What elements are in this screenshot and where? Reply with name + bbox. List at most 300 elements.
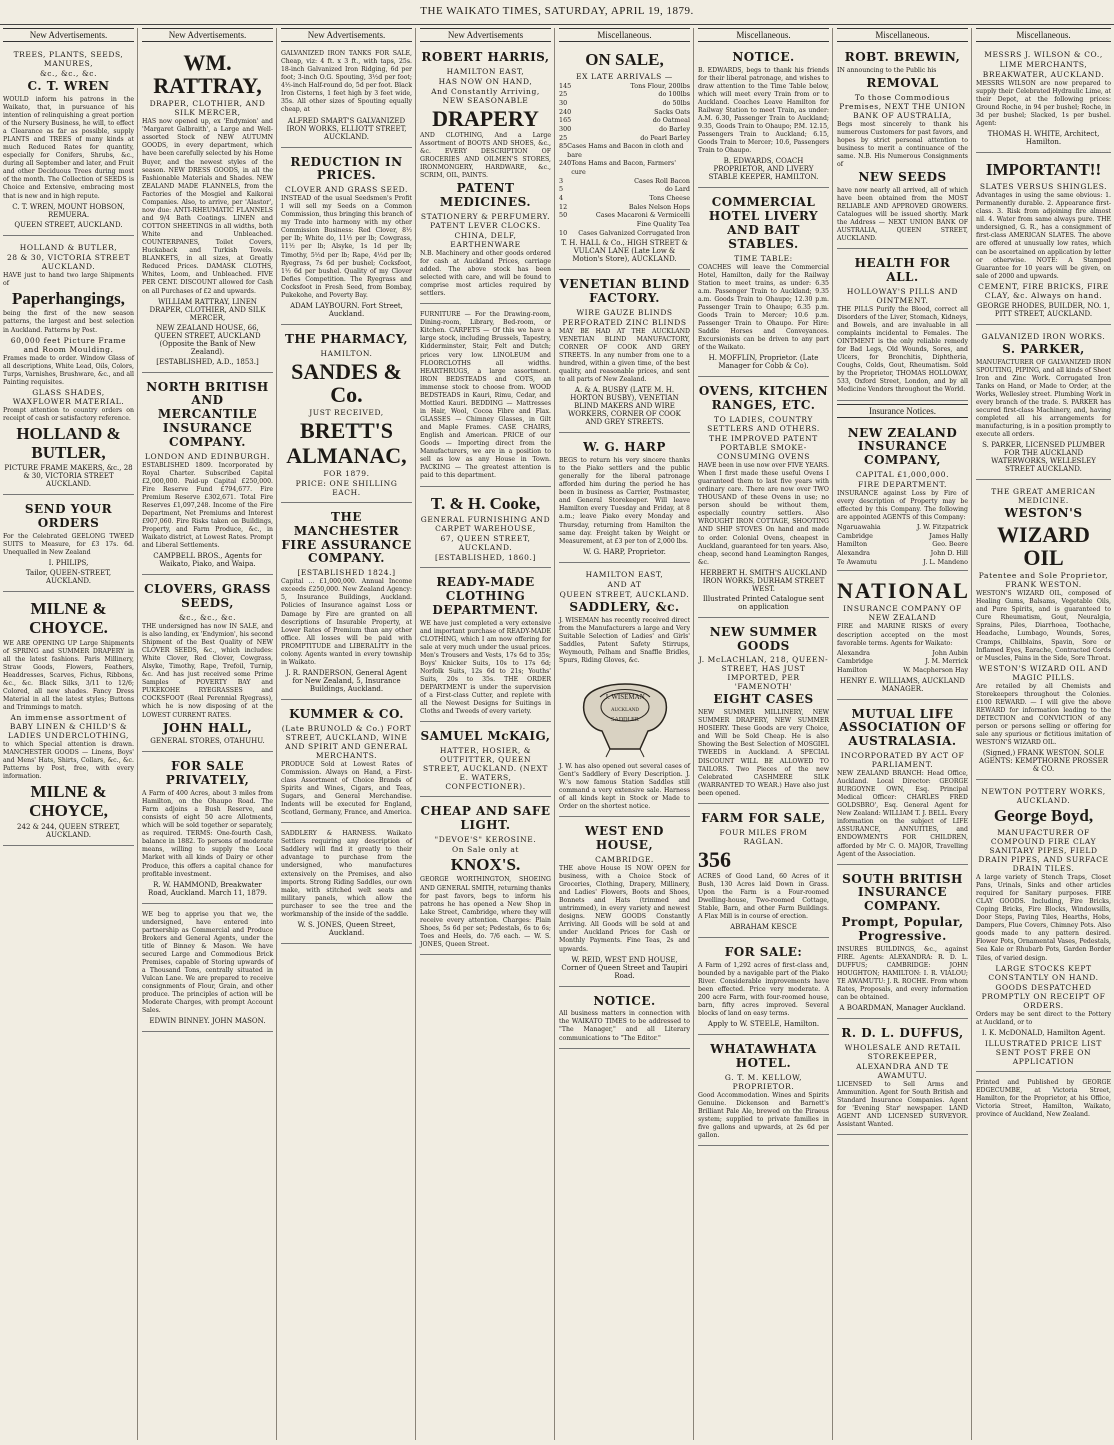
list-item-right: Fine Quality Tea: [636, 219, 690, 228]
ad-title: GALVANIZED IRON WORKS.: [981, 331, 1106, 341]
list-item-left: 10: [559, 228, 568, 237]
ad-big2: MILNE & CHOYCE,: [29, 782, 108, 821]
ad-sub: [ESTABLISHED 1824.]: [297, 568, 396, 578]
list-item: [559, 177, 690, 186]
ad-sig: HENRY E. WILLIAMS, AUCKLAND MANAGER.: [839, 676, 966, 693]
ad-body: Advantages in using the same obvious: 1. Permanently durable. 2. Appearance first-class. 3. Risk from adjoining fire almost nil. 4. Water from same always pure. THE undersigned, G. R., has a consignment of first-class AMERICAN SLATES. The above are offered at unusually low rates, which can be ascertained on application by letter or otherwise. NOTE: A Stamped Guarantee for 10 years will be given, on sale of 2000 and upwards.: [976, 192, 1111, 280]
ad-sig: GEORGE RHODES, BUILDER, NO. 1, PITT STREET, AUCKLAND.: [977, 301, 1110, 318]
list-item-right: do Lard: [664, 185, 690, 194]
ad-sig: PICTURE FRAME MAKERS, &c., 28 & 30, VICTORIA STREET AUCKLAND.: [4, 464, 133, 489]
ad-for-sale-privately: [142, 755, 273, 903]
ad-sub: "DEVOE'S" KEROSINE.: [434, 834, 537, 844]
ad-body2: N.B. Machinery and other goods ordered for cash at Auckland Prices, carriage added. The above stock has been selected with care, and will be found to comprise most articles required by settlers.: [420, 249, 551, 298]
ad-body: GEORGE WORTHINGTON, SHOEING AND GENERAL SMITH, returning thanks for past favors, begs to inform his patrons he has opened a New Shop in Lake Street, Cambridge, where they will receive every attention. Charges: Plain Shoes, 5s 6d per set; Pedestals, 6s to 6s; Toes and Heels, do. 7/6 each. — W. S. JONES, Queen Street.: [420, 876, 551, 948]
ad-sub: CLOVER AND GRASS SEED.: [284, 185, 409, 195]
ad-body2: being the first of the new season patterns, the largest and best selection in Auckland. Patterns by Post.: [3, 310, 134, 334]
ad-commercial-hotel: [698, 191, 829, 377]
ad-body: INSURES BUILDINGS, &c., against FIRE. Agents: ALEXANDRA: R. D. L. DUFFUS; CAMBRIDGE: JOHN HOUGHTON; HAMILTON: I. R. VIALOU; TE AWAMUTU: J. R. ROCHE. From whom Rates, Proposals, and every information can be obtained.: [837, 945, 968, 1002]
ad-title: R. D. L. DUFFUS,: [841, 1026, 964, 1041]
list-item-right: Sacks Oats: [654, 107, 690, 116]
ad-title: KUMMER & CO.: [289, 706, 404, 721]
ad-sub: FOUR MILES FROM RAGLAN.: [719, 827, 808, 846]
list-item: [559, 108, 690, 117]
ad-venetian-blinds: [559, 273, 690, 433]
agents-list: [837, 523, 968, 566]
ad-harp: [559, 436, 690, 562]
ad-sub: LIME MERCHANTS,: [999, 60, 1088, 69]
ad-brewin: [837, 46, 968, 249]
list-item: [837, 540, 968, 549]
ad-sig: 242 & 244, QUEEN STREET, AUCKLAND.: [17, 822, 120, 839]
ad-title: WHATAWHATA HOTEL.: [710, 1042, 817, 1071]
list-item: [559, 125, 690, 134]
column-header: Miscellaneous.: [837, 28, 968, 42]
ad-farm-raglan: [698, 807, 829, 938]
ad-title: CHEAP AND SAFE LIGHT.: [420, 804, 551, 832]
ad-north-british: [142, 376, 273, 576]
list-item: [837, 657, 968, 666]
list-item-right: do 50lbs: [662, 98, 690, 107]
column-header: New Advertisements.: [3, 28, 134, 42]
list-item-right: Cases Macaroni & Vermicelli: [595, 211, 690, 220]
ad-body: INSTEAD of the usual Seedsmen's Profit I will sell my Seeds on a Common Commission, thus bringing this branch of my Trade into harmony with my other Commission Business: Red Clover, 8½ per lb; White do, 11½ per lb; Cowgrass, 11½ per lb; Alsyke, 1s 1d per lb; Timothy, 5½d per lb; Rape, 4½d per lb; Ryegrass, 7s 6d per bushel; Cocksfoot, 1½ 6d per bushel. Quality of my Clover Defies Competition. The Ryegrass and Cocksfoot in Fresh Seed, from Bombay, Pukekohe, and Poverty Bay.: [281, 195, 412, 299]
list-item-right: J. W. Fitzpatrick: [916, 523, 968, 532]
list-item-left: 50: [559, 211, 568, 220]
list-item-right: Cases Galvanized Corrugated Iron: [578, 228, 690, 237]
ad-big: Paperhangings,: [12, 288, 125, 308]
ad-big2: HOLLAND & BUTLER,: [16, 423, 121, 462]
ad-title: THE GREAT AMERICAN MEDICINE.: [991, 487, 1096, 506]
ad-body: SADDLERY & HARNESS. Waikato Settlers requiring any description of Saddlery will find it greatly to their advantage to purchase from the undersigned, who manufactures extensively on the Premises, and also imports. Strong Riding Saddles, our own make, with stitched welt seats and military panels, which allow the purchaser to see the tree and the workmanship of the inside of the saddle.: [281, 830, 412, 918]
ad-sub: EX LATE ARRIVALS —: [576, 71, 673, 81]
ad-sub2: FIRE DEPARTMENT.: [857, 479, 948, 489]
ad-big: SADDLERY, &c.: [569, 599, 680, 614]
ad-sub2: To those Commodious Premises, NEXT THE UNION BANK OF AUSTRALIA,: [839, 92, 966, 120]
ad-title: FOR SALE:: [724, 945, 803, 960]
list-item: [837, 558, 968, 567]
list-item-right: J. M. Merrick: [925, 657, 968, 666]
ad-body: ESTABLISHED 1809. Incorporated by Royal Charter. Subscribed Capital £2,000,000. Paid-up Capital £250,000. Fire Reserve Fund £794,677. Fire Premium Reserve £302,671. Total Fire Reserves £1,097,248. Income of the Fire Department, Net Premiums and Interest £907,060. Fire Risks taken on Buildings, Property, and Farm Produce, &c., in Waikato district, at Lowest Rates. Prompt and Liberal Settlements.: [142, 461, 274, 550]
ad-sig: ALFRED SMART'S GALVANIZED IRON WORKS, ELLIOTT STREET, AUCKLAND.: [286, 116, 407, 141]
ad-body: J. WISEMAN has recently received direct from the Manufacturers a large and Very Suitable Selection of Ladies' and Girls' Saddles, Patent Safety Stirrups, Weymouth, Pelham and Snaffle Bridles, Spurs, Riding Gloves, &c.: [559, 616, 690, 664]
ad-title: ROBT. BREWIN,: [844, 50, 961, 64]
ad-cooke: [420, 490, 551, 569]
ad-sub: An immense assortment of BABY LINEN & CHILD'S & LADIES UNDERCLOTHING,: [7, 713, 130, 741]
ad-sig2: Illustrated Printed Catalogue sent on application: [702, 594, 825, 611]
ad-ovens: [698, 380, 829, 617]
ad-sig: THOMAS H. WHITE, Architect, Hamilton.: [987, 130, 1100, 147]
list-item: [559, 220, 690, 229]
ad-duffus: [837, 1022, 968, 1135]
ad-body4: Prompt attention to country orders on receipt of cash or satisfactory reference.: [3, 406, 134, 422]
ad-body2: J. W. has also opened out several cases of Gent's Saddlery of Every Description. J. W.'s now famous Station Saddles still command a very extensive sale. Harness of all kinds kept in Stock or Made to Order on the shortest notice.: [559, 762, 690, 811]
ad-title: COMMERCIAL HOTEL LIVERY AND BAIT STABLES.: [708, 195, 819, 251]
ad-title2: C. T. WREN: [27, 79, 110, 93]
list-item-left: 165: [559, 116, 572, 125]
ad-big: 356: [698, 846, 731, 872]
ad-title: THE MANCHESTER FIRE ASSURANCE COMPANY.: [281, 510, 412, 566]
saddle-text-top: J. WISEMAN: [604, 692, 645, 701]
list-item-left: 240: [559, 107, 572, 116]
ad-sub: &c., &c., &c.: [178, 612, 237, 622]
list-item-left: Hamilton: [837, 665, 868, 674]
ad-sub: &c., &c., &c.: [39, 69, 98, 78]
ad-sig3: [ESTABLISHED, A.D., 1853.]: [156, 357, 259, 366]
ad-body: WE ARE OPENING UP Large Shipments of SPRING and SUMMER DRAPERY in all the latest fashions. Paris Millinery, Straw Goods, Flowers, Feathers, Headdresses, Scarves, Fichus, Ribbons, &c., &c. Black Silks, 3/11 to 12/6; Colored, all new shades. Fancy Dress Material in all the latest styles; Buttons and Trimmings to match.: [3, 639, 134, 712]
ad-sub: INCORPORATED BY ACT OF PARLIAMENT.: [840, 750, 965, 769]
ad-title: NEW ZEALAND INSURANCE COMPANY,: [847, 425, 958, 468]
ad-sub: CAMBRIDGE.: [595, 854, 654, 864]
ad-on-sale: [559, 46, 690, 270]
list-item: [837, 666, 968, 675]
ad-body3: Frames made to order. Window Glass of all descriptions, White Lead, Oils, Colors, Turps, Varnishes, Brushware, &c., and all Painting requisites.: [3, 354, 134, 386]
ad-sub2: HAS NOW ON HAND,: [438, 76, 533, 86]
list-item-left: Ngaruawahia: [837, 523, 881, 532]
column-header: New Advertisements: [420, 28, 551, 42]
ad-sig: EDWIN BINNEY. JOHN MASON.: [149, 1017, 266, 1026]
ad-sub: WESTON'S: [1004, 506, 1083, 521]
ad-body: NEW SUMMER MILLINERY, NEW SUMMER DRAPERY, NEW SUMMER HOSIERY. These Goods are very Choice, and Will be Sold Cheap. He is also Showing the Best Selection of MOSGIEL TWEEDS in Auckland. A SPECIAL DISCOUNT WILL BE ALLOWED TO TAILORS. Two Pieces of the new Celebrated CASHMERE SILK (WARRANTED TO WEAR.) Have also just been opened.: [698, 709, 829, 797]
list-item-right: Tons Flour, 200lbs: [630, 81, 690, 90]
ad-body: IN announcing to the Public his: [837, 66, 937, 74]
ad-sub: AND AT: [607, 579, 642, 589]
list-item: [559, 211, 690, 220]
ad-sub: HAMILTON EAST,: [446, 66, 525, 76]
ad-body: MANUFACTURER OF GALVANIZED IRON SPOUTING, PIPING, and all kinds of Sheet Iron and Zinc Work. Corrugated Iron Tanks on Hand, or Made to Order, at the Works, Wellesley street. Plumbing Work in every branch of the trade. S. PARKER has secured first-class Machinery, and, having completed all his arrangements for manufacturing, is in a position promptly to execute all orders.: [976, 358, 1111, 439]
ad-mclachlan: [698, 621, 829, 804]
ad-sig2: GENERAL STORES, OTAHUHU.: [150, 737, 265, 746]
column-header: New Advertisements.: [142, 28, 273, 42]
ad-saddlery-harness: [281, 826, 412, 944]
list-item-right: W. Macpherson Hay: [903, 665, 968, 674]
list-item: [837, 523, 968, 532]
ad-body: BEGS to return his very sincere thanks to the Piako settlers and the public generally for the liberal patronage afforded him during the period he has been in business as Carrier, Postmaster, and General Storekeeper. Will leave Hamilton every Tuesday and Friday, at 8 a.m.; leave Piako every Monday and Thursday, returning from Hamilton the same day. Freight taken by Weight or Measurement, at £3 per ton of 2,000 lbs.: [559, 457, 690, 545]
list-item: [559, 185, 690, 194]
ad-sub3: NEW SEEDS: [858, 170, 947, 185]
list-item: [559, 194, 690, 203]
ad-body: MESSRS WILSON are now prepared to supply their Celebrated Hydraulic Lime, at their Depot, at the following prices: Ground Roche, in 94 per bushel; Roche, in 3d per bushel; Slacked, 1s per bushel. Agent:: [976, 80, 1111, 128]
ad-title: NOTICE.: [593, 993, 656, 1008]
list-item-right: John Aubin: [932, 648, 968, 657]
ad-body3: have now nearly all arrived, all of which have been obtained from the MOST RELIABLE AND APPROVED GROWERS. Catalogues will be issued shortly. Mark the Address — NEXT UNION BANK OF AUSTRALIA, QUEEN STREET, AUCKLAND.: [837, 186, 968, 243]
ad-sub: DRAPER, CLOTHIER, AND SILK MERCER,: [149, 99, 266, 118]
ad-body: Capital ... £1,000,000. Annual Income exceeds £250,000. New Zealand Agency: 5, Insurance Buildings, Auckland. Policies of Insurance against Loss or Damage by Fire are granted on all descriptions of Insurable Property, at Lower Rates of Premium than any other office. All losses will be paid with PROMPTITUDE and LIBERALITY in the colony. Agents wanted in every township in Waikato.: [281, 578, 412, 666]
list-item-left: 12: [559, 202, 568, 211]
ad-sub: HAMILTON.: [320, 348, 373, 358]
ad-sub: WHOLESALE AND RETAIL STOREKEEPER,: [844, 1042, 961, 1061]
saddle-text-mid: AUCKLAND: [610, 707, 639, 713]
ad-wilson-lime: [976, 46, 1111, 153]
ad-body2: Begs most sincerely to thank his numerous Customers for past favors, and hopes by strict personal attention to business to merit a continuance of the same. N.B. His Numerous Consignments of: [837, 120, 968, 168]
column-header: Miscellaneous.: [559, 28, 690, 42]
ad-body: INSURANCE against Loss by Fire of every description of Property may be effected by this Company. The following are appointed AGENTS of this Company:: [837, 489, 968, 522]
list-item-right: Cases Hams and Bacon in cloth and bare: [567, 142, 684, 159]
ad-sig: I. K. McDONALD, Hamilton Agent.: [981, 1028, 1106, 1037]
ad-sig: WILLIAM RATTRAY, LINEN DRAPER, CLOTHIER, AND SILK MERCER,: [149, 297, 266, 322]
list-item-left: Hamilton: [837, 540, 868, 549]
ad-body: MAY BE HAD AT THE AUCKLAND VENETIAN BLIND MANUFACTORY, CORNER OF COOK AND GREY STREETS. In any number from one to a hundred, within a given time, of the best quality, and reasonable prices, and sent to all parts of New Zealand.: [559, 327, 690, 384]
list-item-right: Tons Cheese: [649, 194, 690, 203]
ad-sub: WIRE GAUZE BLINDS: [576, 307, 673, 317]
ad-sig: (Signed,) FRANK WESTON. SOLE AGENTS: KEMPTHORNE PROSSER & CO.: [979, 749, 1108, 774]
ad-sub4: PATENT MEDICINES.: [439, 181, 532, 210]
masthead: [0, 0, 1114, 25]
ad-body: NEW ZEALAND BRANCH: Head Office, Auckland. Local Director: GEORGE BURGOYNE OWN, Esq. Principal Medical Officer: CHARLES FRED GOLDSBRO', Esq. General Agent for New Zealand: WILLIAM T. J. BELL. Every information on the subject of LIFE ASSURANCE, ANNUITIES, and ENDOWMENTS FOR CHILDREN, afforded by Mr C. O. MAJOR, Travelling Agent of the Association.: [837, 769, 968, 858]
ad-body: FIRE and MARINE RISKS of every description accepted on the most favorable terms. Agents for Waikato:: [837, 623, 968, 647]
list-item-left: 240: [559, 159, 572, 168]
ad-sub: Prompt, Popular, Progressive.: [841, 915, 964, 943]
ad-west-end-house: [559, 820, 690, 986]
ad-body: HAVE just to hand two large Shipments of: [3, 271, 134, 287]
column-5: [556, 28, 694, 1440]
ad-notice-manager: [559, 990, 690, 1049]
ad-body: For the Celebrated GEELONG TWEED SUITS to Measure, for £3 17s. 6d. Unequalled in New Zealand: [3, 532, 134, 557]
ad-body: WE have just completed a very extensive and important purchase of READY-MADE CLOTHING, which I am now offering for sale at very much under the usual prices. Men's Trousers and Vests, 17s 6d to 35s; Boys' Knicker Suits, 10s to 17s 6d; Norfolk Suits, 12s 6d to 21s; Youths' Suits, 20s to 35s. THE ORDER DEPARTMENT is under the supervision of a First-class Cutter, and replete with all the Newest Designs for Suitings in Cloths and Tweeds of every variety.: [420, 619, 551, 716]
ad-rattray: [142, 46, 273, 373]
ad-title: HAMILTON EAST,: [585, 569, 664, 579]
list-item-left: Te Awamutu: [837, 557, 878, 566]
ad-clovers: [142, 578, 273, 752]
ad-newton-pottery: [976, 783, 1111, 1072]
list-item-right: Bales Nelson Hops: [628, 202, 690, 211]
ad-pharmacy: [281, 328, 412, 503]
ad-body: COACHES will leave the Commercial Hotel, Hamilton, daily for the Railway Station to meet trains, as under: 6.35 a.m. Passenger Train to Auckland; 9.35 a.m. Goods Train to Ohaupo; 12.30 p.m. Passenger Train to Ohaupo; 6.35 p.m. Goods Train to Mercer; 10.6 p.m. Passenger Train to Ohaupo. For Hire: Saddle Horses and Conveyances. Excursionists can be driven to any part of the Waikato.: [698, 263, 829, 352]
ad-sub: S. PARKER,: [1002, 341, 1085, 356]
ad-body: THE above House IS NOW OPEN for business, with a Choice Stock of Groceries, Clothing, Drapery, Millinery, and Ladies' Flowers, Boots and Shoes, Bonnets and Hats (trimmed and untrimmed), in every variety and newest designs. NEW GOODS Constantly Arriving. All Goods will be sold at and under Auckland Prices for Cash or Monthly Payments. Fine Teas, 2s and upwards.: [559, 864, 690, 953]
ad-sig: A. & A. BUSBY (LATE M. H. HORTON BUSBY), VENETIAN BLIND MAKERS AND WIRE WORKERS, CORNER OF COOK AND GREY STREETS.: [568, 386, 681, 427]
ad-sub2: QUEEN STREET, AUCKLAND.: [559, 589, 690, 599]
ad-title: W. G. HARP: [583, 440, 666, 455]
column-6: [695, 28, 833, 1440]
ad-title: NOTICE.: [732, 50, 795, 64]
list-item: [837, 532, 968, 541]
ad-big2: BRETT'S: [300, 417, 393, 443]
list-item-right: Geo. Beere: [932, 540, 968, 549]
list-item-left: 25: [559, 133, 568, 142]
list-item-right: John D. Hill: [930, 549, 968, 558]
column-7: [834, 28, 972, 1440]
ad-body2: Orders may be sent direct to the Pottery at Auckland, or to: [976, 1010, 1111, 1026]
list-item-right: Cases Roll Bacon: [634, 176, 690, 185]
ad-title: MESSRS J. WILSON & CO.,: [984, 50, 1103, 59]
list-item: [559, 134, 690, 143]
list-item: [837, 649, 968, 658]
ad-sig2: NEW ZEALAND HOUSE, 66, QUEEN STREET, AUCKLAND (Opposite the Bank of New Zealand).: [154, 323, 261, 356]
ad-manchester-fire: [281, 506, 412, 700]
ad-nz-insurance: [837, 422, 968, 572]
ad-sig2: QUEEN STREET, AUCKLAND.: [14, 220, 123, 229]
ad-holloway: [837, 252, 968, 400]
list-item-left: 3: [559, 176, 564, 185]
ad-sub: INSURANCE COMPANY OF NEW ZEALAND: [843, 604, 962, 623]
ad-title: HOLLAND & BUTLER,: [19, 242, 118, 252]
agents-list: [837, 649, 968, 675]
ad-sub2: THE IMPROVED PATENT PORTABLE SMOKE-CONSUMING OVENS: [709, 433, 818, 461]
ad-body: HAVE been in use now over FIVE YEARS. When I first made these useful Ovens I guaranteed them to last five years with ordinary care. There are now over TWO THOUSAND of these Ovens in use; no person should be without them, especially country settlers. Also WROUGHT IRON COTTAGE, SHOOTING AND SHIP STOVES On hand and made to order. Colonial Ovens, cheapest in Auckland, guaranteed for ten years. Also, cheap, second hand Leamington Ranges, &c.: [698, 461, 829, 566]
ad-title: NEW SUMMER GOODS: [709, 624, 818, 653]
ad-sig: CAMPBELL BROS., Agents for Waikato, Piako, and Waipa.: [153, 552, 262, 569]
ad-sub: HATTER, HOSIER, & OUTFITTER, QUEEN STREET, AUCKLAND. (NEXT E. WATERS, CONFECTIONER).: [422, 746, 549, 792]
ad-sub: MANUFACTURER OF COMPOUND FIRE CLAY SANITARY PIPES, FIELD DRAIN PIPES, AND SURFACE DRAIN TILES.: [978, 827, 1109, 873]
ad-parker-galvanized: [976, 328, 1111, 480]
list-item: [559, 99, 690, 108]
ad-body: WE beg to apprise you that we, the undersigned, have entered into partnership as Commercial and Produce Brokers and General Agents, under the title of Binney & Mason. We have secured Large and Commodious Brick Premises, capable of Storing upwards of a Thousand Tons, centrally situated in Vulcan Lane. We are prepared to receive consignments of Flour, Grain, and other produce. The principles of action will be Moderate Charges, with prompt Account Sales.: [142, 910, 273, 1015]
ad-national-insurance: [837, 574, 968, 699]
ad-mckaig: [420, 725, 551, 797]
ad-big: WIZARD OIL: [997, 521, 1090, 571]
ad-big: DRAPERY: [432, 105, 539, 131]
ad-sub2: CEMENT, FIRE BRICKS, FIRE CLAY, &c. Always on hand.: [978, 281, 1109, 300]
ad-milne-choyce: [3, 595, 134, 846]
column-8: [973, 28, 1114, 1440]
list-item-right: Tons Hams and Bacon, Farmers' cure: [571, 159, 676, 177]
ad-sub5: STATIONERY & PERFUMERY. PATENT LEVER CLOCKS.: [420, 211, 551, 230]
ad-sub: 28 & 30, VICTORIA STREET AUCKLAND.: [6, 252, 131, 271]
ad-body: JUST RECEIVED,: [309, 407, 384, 417]
ad-sub: TIME TABLE:: [734, 253, 793, 263]
ad-sub2: Patentee and Sole Proprietor, FRANK WESTON.: [978, 571, 1109, 590]
ad-sub3: GOODS DESPATCHED PROMPTLY ON RECEIPT OF ORDERS.: [981, 982, 1106, 1010]
ad-title: HEALTH FOR ALL.: [854, 256, 951, 285]
list-item: [559, 90, 690, 99]
ad-body: WOULD inform his patrons in the Waikato, that, in pursuance of his intention of relinquishing a great portion of the Nursery Business, he will, to effect a Clearance as far as possible, supply PLANTS and TREES of many kinds at much Reduced Rates for quantity, especially for Conifers, Shrubs, &c., during all September and later, and Fruit and other Deciduous Trees during most of the month. The Collection of SEEDS is Choice and Extensive, embracing most that is new and in high repute.: [3, 95, 134, 200]
list-item: [559, 142, 690, 159]
masthead-text: THE WAIKATO TIMES, SATURDAY, APRIL 19, 1879.: [420, 5, 694, 17]
ad-wren: [3, 46, 134, 236]
list-item: [559, 82, 690, 91]
ad-sig: W. S. JONES, Queen Street, Auckland.: [297, 920, 396, 937]
ad-body: PRODUCE Sold at Lowest Rates of Commission. Always on Hand, a First-class Assortment of Choice Brands of Spirits and Wines, Cigars, and Teas, Sugars, and General Merchandise. Indents will be executed for England, Scotland, Germany, France, and America.: [281, 760, 412, 817]
ad-for-sale-steele: [698, 941, 829, 1035]
ad-title: SEND YOUR ORDERS: [24, 502, 113, 531]
list-item-left: 85: [559, 142, 568, 151]
list-item-left: Cambridge: [837, 531, 873, 540]
ad-sig: W. REID, WEST END HOUSE, Corner of Queen Street and Taupiri Road.: [561, 955, 688, 980]
ad-sub: SLATES VERSUS SHINGLES.: [979, 182, 1108, 192]
ad-sub3: PRICE: ONE SHILLING EACH.: [295, 479, 398, 498]
ad-title: NORTH BRITISH AND MERCANTILE INSURANCE COMPANY.: [146, 379, 269, 449]
ad-body: WESTON'S WIZARD OIL, composed of Healing Gums, Balsams, Vegetable Oils, and Pure Spirits, and is guaranteed to Cure Rheumatism, Gout, Neuralgia, Sprains, Piles, Diarrhoea, Toothache, Headache, Lumbago, Wounds, Sores, Cramps, Chilblains, Spavin, Sore or Inflamed Eyes, Earache, Contracted Cords or Muscles, Pains in the Side, Sore Throat.: [976, 590, 1111, 662]
ad-body: AND CLOTHING, And a Large Assortment of BOOTS AND SHOES, &c., &c. EVERY DESCRIPTION OF GROCERIES AND OILMEN'S STORES, IRONMONGERY, HARDWARE, &c., SCRIM, OIL, PAINTS.: [420, 131, 551, 180]
list-item-left: 4: [559, 194, 564, 203]
ad-sub: CAPITAL £1,000,000.: [855, 469, 950, 479]
column-3: [278, 28, 416, 1440]
ad-big: MILNE & CHOYCE.: [29, 599, 108, 637]
ad-sub2: PERFORATED ZINC BLINDS: [562, 317, 687, 327]
ad-philips: [3, 498, 134, 592]
list-item-right: J. L. Mandeno: [923, 557, 968, 566]
ad-body: FURNITURE — For the Drawing-room, Dining-room, Library, Bed-room, or Kitchen. CARPETS — Of this we have a large stock, including Brussels, Tapestry, Kidderminster, Stair, Felt and Dutch; prices very low. LINOLEUM and FLOORCLOTHS all widths. HEARTHRUGS, a large assortment. IRON BEDSTEADS and COTS, an immense stock to choose from. WOOD BEDSTEADS in Kauri, Rimu, Cedar, and Mottled Kauri. BEDDING — Mattresses in Hair, Wool, Cocoa Fibre and Flax. GLASSES — Chimney Glasses, in Gilt and Maple Frames. CASE CHAIRS, English and American. PRICE of our Goods — Importing direct from the Manufacturers, we are in a position to sell as low as any House in Town. PACKING — The greatest attention is paid to this department.: [420, 311, 551, 480]
ad-reduction-prices: [281, 151, 412, 325]
ad-body: THE undersigned has now IN SALE, and is also landing, ex 'Endymion', his second Shipment of the Best Quality of NEW CLOVER SEEDS, &c., which includes: White Clover, Red Clover, Cowgrass, Alsyke, Timothy, Rape, Trefoil, Turnip, &c. And has just received some Prime Samples of POVERTY BAY and PUKEKOHE RYEGRASSES and COCKSFOOT (Real Perennial Ryegrass), which he is now disposing of at the LOWEST CURRENT RATES.: [142, 622, 273, 719]
ad-body: A large variety of Stench Traps, Closet Pans, Urinals, Sinks and other articles required for Sanitary purposes. FIRE CLAY GOODS. Including, Fire Bricks, Coping Bricks, Fire Blocks, Windowsills, Door Steps, Paving Tiles, Hearths, Hobs, Dampers, Flue Covers, Chimney Pots. Also goods made to any pattern desired. Flower Pots, Ornamental Vases, Pedestals, Sea Kale or Rhubarb Pots, Garden Border Tiles, of varied design.: [976, 873, 1111, 962]
ad-body: ACRES of Good Land, 60 Acres of it Bush, 130 Acres laid Down in Grass. Upon the Farm is a Four-roomed Dwelling-house, Two-roomed Cottage, Stable, Barn, and other Farm Buildings. A Flax Mill is in course of erection.: [698, 872, 829, 921]
imprint-text: Printed and Published by GEORGE EDGECUMBE, at Victoria Street, Hamilton, for the Proprietor, at his Office, Victoria Street, Hamilton, Waikato, province of Auckland, New Zealand.: [976, 1078, 1111, 1118]
saddle-text-bot: SADDLER: [610, 716, 639, 723]
ad-body: LICENSED to Sell Arms and Ammunition. Agent for South British and Standard Insurance Companies. Agent for 'Evening Star' newspaper. LAND AGENT AND LICENSED SURVEYOR. Assistant Wanted.: [837, 1080, 968, 1129]
ad-sub: (Late BRUNOLD & Co.) FORT STREET, AUCKLAND, WINE AND SPIRIT AND GENERAL MERCHANTS.: [281, 723, 412, 760]
list-item-left: 25: [559, 90, 568, 99]
ad-sub2: BREAKWATER, AUCKLAND.: [982, 70, 1105, 79]
ad-title: OVENS, KITCHEN RANGES, ETC.: [698, 384, 829, 413]
column-1: [0, 28, 138, 1440]
insurance-header: Insurance Notices.: [837, 404, 968, 418]
ad-sig: H. MOFFLIN, Proprietor. (Late Manager for Cobb & Co).: [708, 354, 819, 371]
ad-sub: HOLLOWAY'S PILLS AND OINTMENT.: [846, 286, 959, 305]
ad-sub: GENERAL FURNISHING AND CARPET WAREHOUSE,: [420, 515, 551, 534]
stock-list: [559, 82, 690, 238]
list-item-left: Alexandra: [837, 648, 870, 657]
ad-sig: A BOARDMAN, Manager Auckland.: [839, 1004, 966, 1013]
list-item-left: Alexandra: [837, 549, 870, 558]
ad-sub3: And Constantly Arriving, NEW SEASONABLE: [431, 86, 540, 105]
ad-sub2: EIGHT CASES: [713, 692, 814, 707]
ad-body: Good Accommodation. Wines and Spirits Genuine. Dickenson and Barnett's Brilliant Pale Ale, brewed on the Piraeus system; supplied to private families in five gallons and upwards, at 2s 6d per gallon.: [698, 1091, 829, 1140]
ad-title: REDUCTION IN PRICES.: [290, 154, 403, 183]
ad-sub4: ILLUSTRATED PRICE LIST SENT POST FREE ON APPLICATION: [984, 1038, 1103, 1066]
list-item-left: 300: [559, 124, 572, 133]
ad-sig2: Tailor, QUEEN-STREET, AUCKLAND.: [25, 569, 112, 586]
ad-sig: I. PHILIPS,: [48, 559, 89, 568]
ad-title: MUTUAL LIFE ASSOCIATION OF AUSTRALASIA.: [839, 706, 966, 749]
ad-sub2: 60,000 feet Picture Frame and Room Moulding.: [10, 335, 127, 354]
ad-body: HAS now opened up, ex 'Endymion' and 'Margaret Galbraith', a Large and Well-assorted Stock of NEW AUTUMN GOODS, in every department, which have been carefully selected by his Home Buyer, and the newest styles of the season. NEW DRESS GOODS, in all the Fashionable Materials and Shades. NEW ZEALAND MADE FLANNELS, from the Factories of the Mosgiel and Kaikorai Companies. Also, to arrive, per 'Alastor', now due: ANTI-RHEUMATIC FLANNELS and 9/4 Bath Coatings. LINEN and COTTON SHEETINGS in all widths, both White and Unbleached. COUNTERPANES, Toilet Covers, Huckaback and Turkish Towels. BLANKETS, in all sizes, at Greatly Reduced Prices. DAMASK CLOTHS, Whites, Loom, and Unbleached. FIVE PER CENT. DISCOUNT allowed for Cash on all Purchases of £2 and upwards.: [142, 118, 273, 295]
ad-big: NATIONAL: [837, 578, 970, 604]
list-item-left: 145: [559, 81, 572, 90]
list-item-left: Cambridge: [837, 657, 873, 666]
column-header: New Advertisements.: [281, 28, 412, 42]
ad-imprint: [976, 1075, 1111, 1124]
list-item-left: 30: [559, 98, 568, 107]
ad-wiseman: [559, 566, 690, 818]
ad-holland-butler: [3, 239, 134, 496]
ad-sub: J. McLACHLAN, 218, QUEEN-STREET, HAS JUST IMPORTED, PER 'FAMENOTH': [698, 655, 829, 692]
ad-robert-harris: [420, 46, 551, 304]
ad-sub2: ALEXANDRA AND TE AWAMUTU.: [856, 1061, 949, 1080]
ad-title: FARM FOR SALE,: [701, 810, 826, 825]
list-item-right: do Oatmeal: [652, 116, 690, 125]
list-item-left: 5: [559, 185, 564, 194]
ad-sig: B. EDWARDS, COACH PROPRIETOR, AND LIVERY STABLE KEEPER, HAMILTON.: [708, 157, 819, 182]
column-4: [417, 28, 555, 1440]
ad-sig: C. T. WREN, MOUNT HOBSON, REMUERA.: [12, 202, 125, 219]
ad-big: IMPORTANT!!: [985, 160, 1102, 180]
ad-furniture: [420, 307, 551, 486]
ad-body2: to which Special attention is drawn. MANCHESTER GOODS — Linens, Boys' and Mens' Hats, Shirts, Collars, &c., &c. Patterns by Post, free, with every information.: [3, 741, 134, 781]
ad-title: ON SALE,: [585, 50, 664, 69]
column-header: Miscellaneous.: [976, 28, 1111, 42]
ad-wizard-oil: [976, 483, 1111, 780]
list-item: [837, 549, 968, 558]
ad-whatawhata-hotel: [698, 1038, 829, 1146]
ad-body: A Farm of 1,292 acres of first-class and, bounded by a navigable part of the Piako River. Considerable improvements have been effected. Price very moderate. A 200 acre Farm, with four-roomed house, barn, fifty acres improved. Several blocks of land on easy terms.: [698, 961, 829, 1018]
ad-sub3: GLASS SHADES, WAXFLOWER MATERIAL.: [12, 387, 125, 406]
ad-sub: LONDON AND EDINBURGH.: [144, 451, 271, 461]
ad-ready-made-clothing: [420, 571, 551, 722]
ad-sub6: CHINA, DELF, EARTHENWARE: [450, 230, 521, 249]
ad-body: THE PILLS Purify the Blood, correct all Disorders of the Liver, Stomach, Kidneys, and Bowels, and are invaluable in all complaints incidental to Females. The OINTMENT is the only reliable remedy for Bad Legs, Old Wounds, Sores, and Ulcers, for Bronchitis, Diphtheria, Coughs, Colds, Gout, Rheumatism. Sold by the Proprietor, THOMAS HOLLOWAY, 533, Oxford Street, London, and by all Medicine Vendors throughout the World.: [837, 305, 968, 394]
ad-sig: ABRAHAM KESCE: [730, 923, 797, 932]
ad-sig: R. W. HAMMOND, Breakwater Road, Auckland. March 11, 1879.: [148, 880, 267, 897]
list-item: [559, 116, 690, 125]
ad-sub: REMOVAL: [866, 75, 939, 90]
ad-body2: Are retailed by all Chemists and Storekeepers throughout the Colonies. £100 REWARD. — I will give the above REWARD for information leading to the DETECTION and CONVICTION of any person or persons selling or offering for sale any spurious or fictitious imitation of WESTON'S WIZARD OIL.: [976, 682, 1111, 747]
ad-sig: ADAM LAYBOURN. Fort Street, Auckland.: [290, 301, 403, 318]
ad-binney-mason: [142, 907, 273, 1033]
ad-sub2: On Sale only at: [451, 844, 520, 854]
ad-big3: ALMANAC,: [286, 442, 407, 468]
ad-sig: J. R. RANDERSON, General Agent for New Zealand, 5, Insurance Buildings, Auckland.: [286, 668, 407, 693]
